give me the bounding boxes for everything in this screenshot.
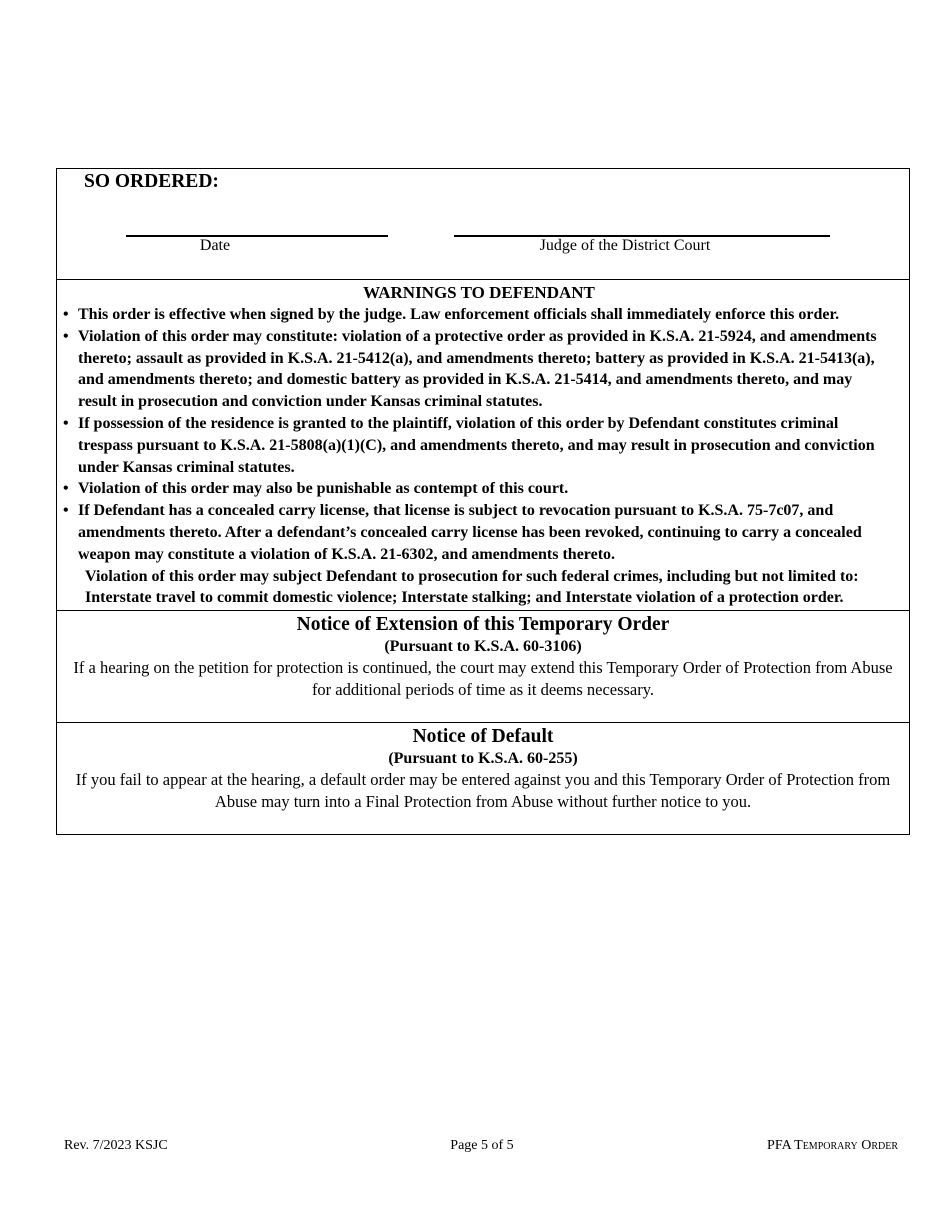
form-name-footer: PFA Temporary Order	[767, 1138, 898, 1153]
judge-label: Judge of the District Court	[539, 237, 711, 254]
warnings-list	[63, 304, 895, 566]
page-number: Page 5 of 5	[450, 1138, 514, 1153]
warnings-heading: WARNINGS TO DEFENDANT	[363, 283, 595, 302]
warning-text: Violation of this order may also be punishable as contempt of this court.	[78, 480, 569, 498]
default-notice-body: If you fail to appear at the hearing, a default order may be entered against you and this Temporary Order of Protection from Abuse may turn into a Final Protection from Abuse without further notice to you.	[75, 770, 891, 811]
extension-notice-statute: (Pursuant to K.S.A. 60-3106)	[384, 638, 582, 656]
warning-text: This order is effective when signed by the judge. Law enforcement officials shall immediately enforce this order.	[78, 306, 840, 323]
warning-item	[63, 478, 895, 500]
extension-notice-section	[57, 610, 909, 722]
bullet-icon: •	[63, 306, 69, 323]
warning-text: If Defendant has a concealed carry license, that license is subject to revocation pursuant to K.S.A. 75-7c07, and amendments thereto. After a defendant’s concealed carry license has been revoked, continuing to carry a concealed weapon may constitute a violation of K.S.A. 21-6302, and amendments thereto.	[78, 502, 862, 563]
default-notice-section	[57, 722, 909, 834]
so-ordered-section	[57, 169, 909, 279]
bullet-icon: •	[63, 414, 69, 432]
warning-item	[63, 326, 895, 413]
order-form-box	[56, 168, 910, 835]
warnings-section	[57, 279, 909, 610]
warning-item	[63, 304, 895, 326]
warning-text: Violation of this order may constitute: violation of a protective order as provided in K.S.A. 21-5924, and amendments thereto; assault as provided in K.S.A. 21-5412(a), and amendments thereto; battery as provided in K.S.A. 21-5413(a), and amendments thereto; and domestic battery as provided in K.S.A. 21-5414, and amendments thereto, and may result in prosecution and conviction under Kansas criminal statutes.	[78, 327, 877, 411]
bullet-icon: •	[63, 480, 69, 498]
warning-item	[63, 500, 895, 565]
revision-footer: Rev. 7/2023 KSJC	[64, 1138, 168, 1153]
bullet-icon: •	[63, 327, 69, 345]
date-label: Date	[199, 237, 231, 254]
so-ordered-heading: SO ORDERED:	[84, 171, 219, 192]
default-notice-statute: (Pursuant to K.S.A. 60-255)	[388, 750, 578, 768]
federal-crimes-note: Violation of this order may subject Defendant to prosecution for such federal crimes, including but not limited to: Interstate travel to commit domestic violence; Interstate stalking; and Interstate violation of a protection order.	[85, 567, 859, 607]
default-notice-title: Notice of Default	[412, 726, 554, 748]
warning-text: If possession of the residence is granted to the plaintiff, violation of this order by Defendant constitutes criminal trespass pursuant to K.S.A. 21-5808(a)(1)(C), and amendments thereto, and may result in prosecution and conviction under Kansas criminal statutes.	[78, 414, 875, 476]
extension-notice-body: If a hearing on the petition for protection is continued, the court may extend this Temporary Order of Protection from Abuse for additional periods of time as it deems necessary.	[73, 658, 893, 699]
warning-item	[63, 413, 895, 478]
bullet-icon: •	[63, 502, 69, 520]
extension-notice-title: Notice of Extension of this Temporary Order	[296, 614, 670, 636]
